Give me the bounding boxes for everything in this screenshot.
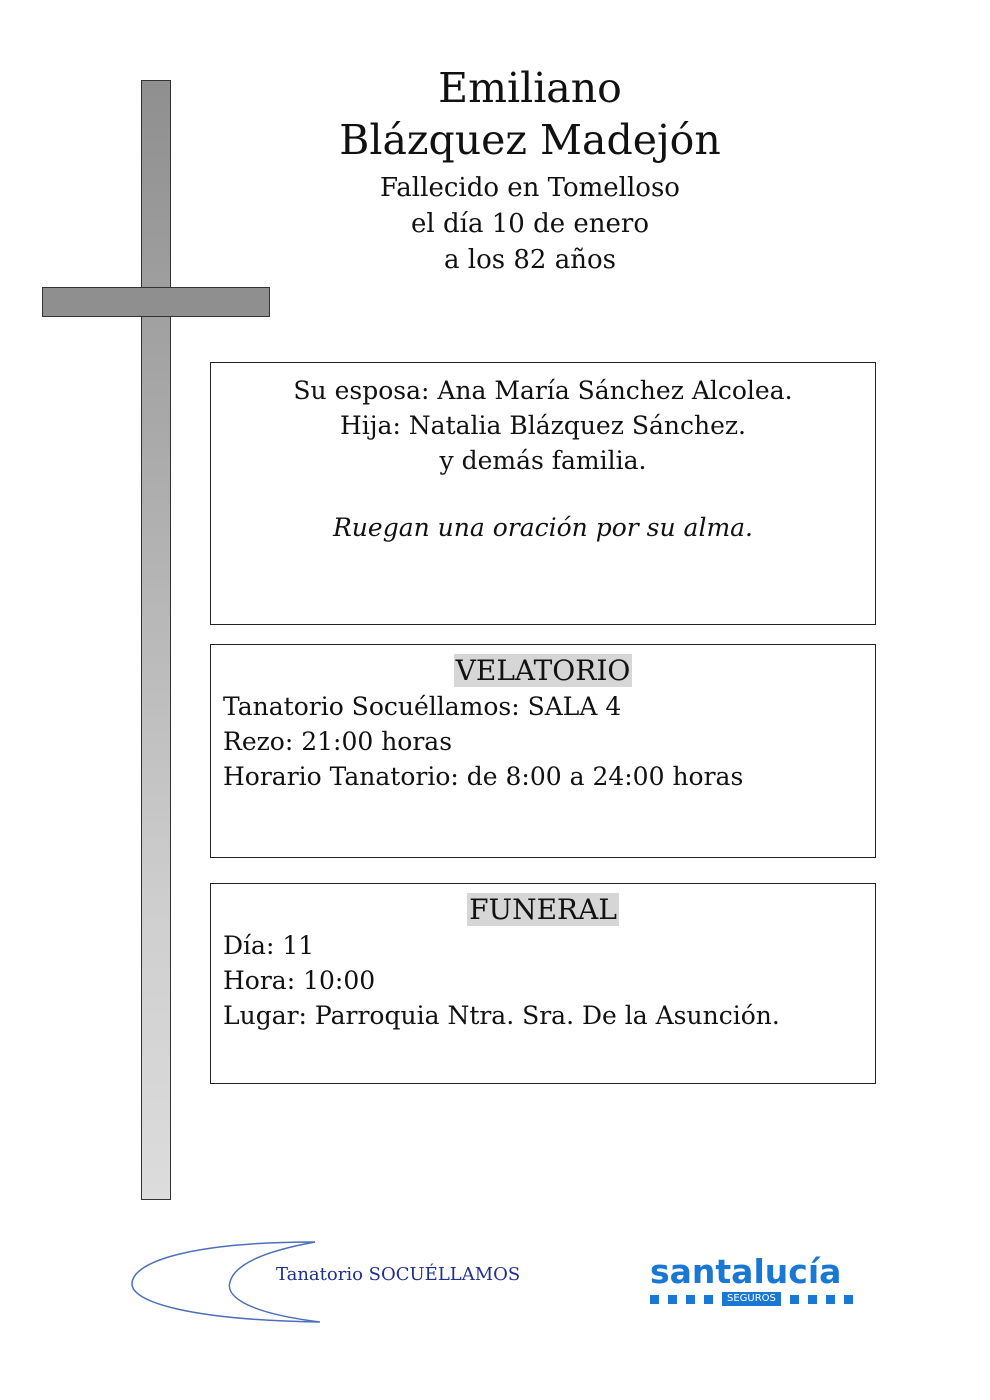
velatorio-line: Tanatorio Socuéllamos: SALA 4 (223, 692, 622, 721)
velatorio-title: VELATORIO (455, 654, 631, 687)
brand-tag: SEGUROS (722, 1292, 781, 1306)
velatorio-line: Rezo: 21:00 horas (223, 727, 453, 756)
funeral-box (210, 883, 876, 1084)
deceased-first-name: Emiliano (438, 64, 622, 112)
brand-bar (650, 1292, 870, 1306)
family-box (210, 362, 876, 625)
brand-square (826, 1295, 835, 1304)
cross-horizontal-beam (42, 287, 270, 317)
funeral-title: FUNERAL (469, 893, 617, 926)
velatorio-box (210, 644, 876, 858)
brand-square (790, 1295, 799, 1304)
obituary-header (300, 62, 760, 278)
brand-square (844, 1295, 853, 1304)
funeral-line: Hora: 10:00 (223, 966, 376, 995)
brand-square (704, 1295, 713, 1304)
cross-vertical-beam (141, 80, 171, 1200)
funeral-title-row (223, 892, 863, 928)
funeral-line: Día: 11 (223, 931, 315, 960)
velatorio-line: Horario Tanatorio: de 8:00 a 24:00 horas (223, 762, 744, 791)
family-line: Hija: Natalia Blázquez Sánchez. (339, 411, 746, 440)
death-age: a los 82 años (444, 245, 616, 275)
santalucia-logo (650, 1252, 870, 1306)
tanatorio-company-name: Tanatorio SOCUÉLLAMOS (276, 1264, 521, 1285)
brand-square (668, 1295, 677, 1304)
velatorio-title-row (223, 653, 863, 689)
prayer-text: Ruegan una oración por su alma. (332, 513, 754, 542)
deceased-surnames: Blázquez Madejón (339, 116, 721, 164)
brand-name: santalucía (650, 1252, 842, 1291)
brand-square (686, 1295, 695, 1304)
family-line: y demás familia. (439, 446, 647, 475)
brand-square (808, 1295, 817, 1304)
brand-square (650, 1295, 659, 1304)
family-line: Su esposa: Ana María Sánchez Alcolea. (293, 376, 793, 405)
death-date: el día 10 de enero (411, 209, 649, 239)
death-place: Fallecido en Tomelloso (380, 173, 680, 203)
funeral-line: Lugar: Parroquia Ntra. Sra. De la Asunción. (223, 1001, 780, 1030)
